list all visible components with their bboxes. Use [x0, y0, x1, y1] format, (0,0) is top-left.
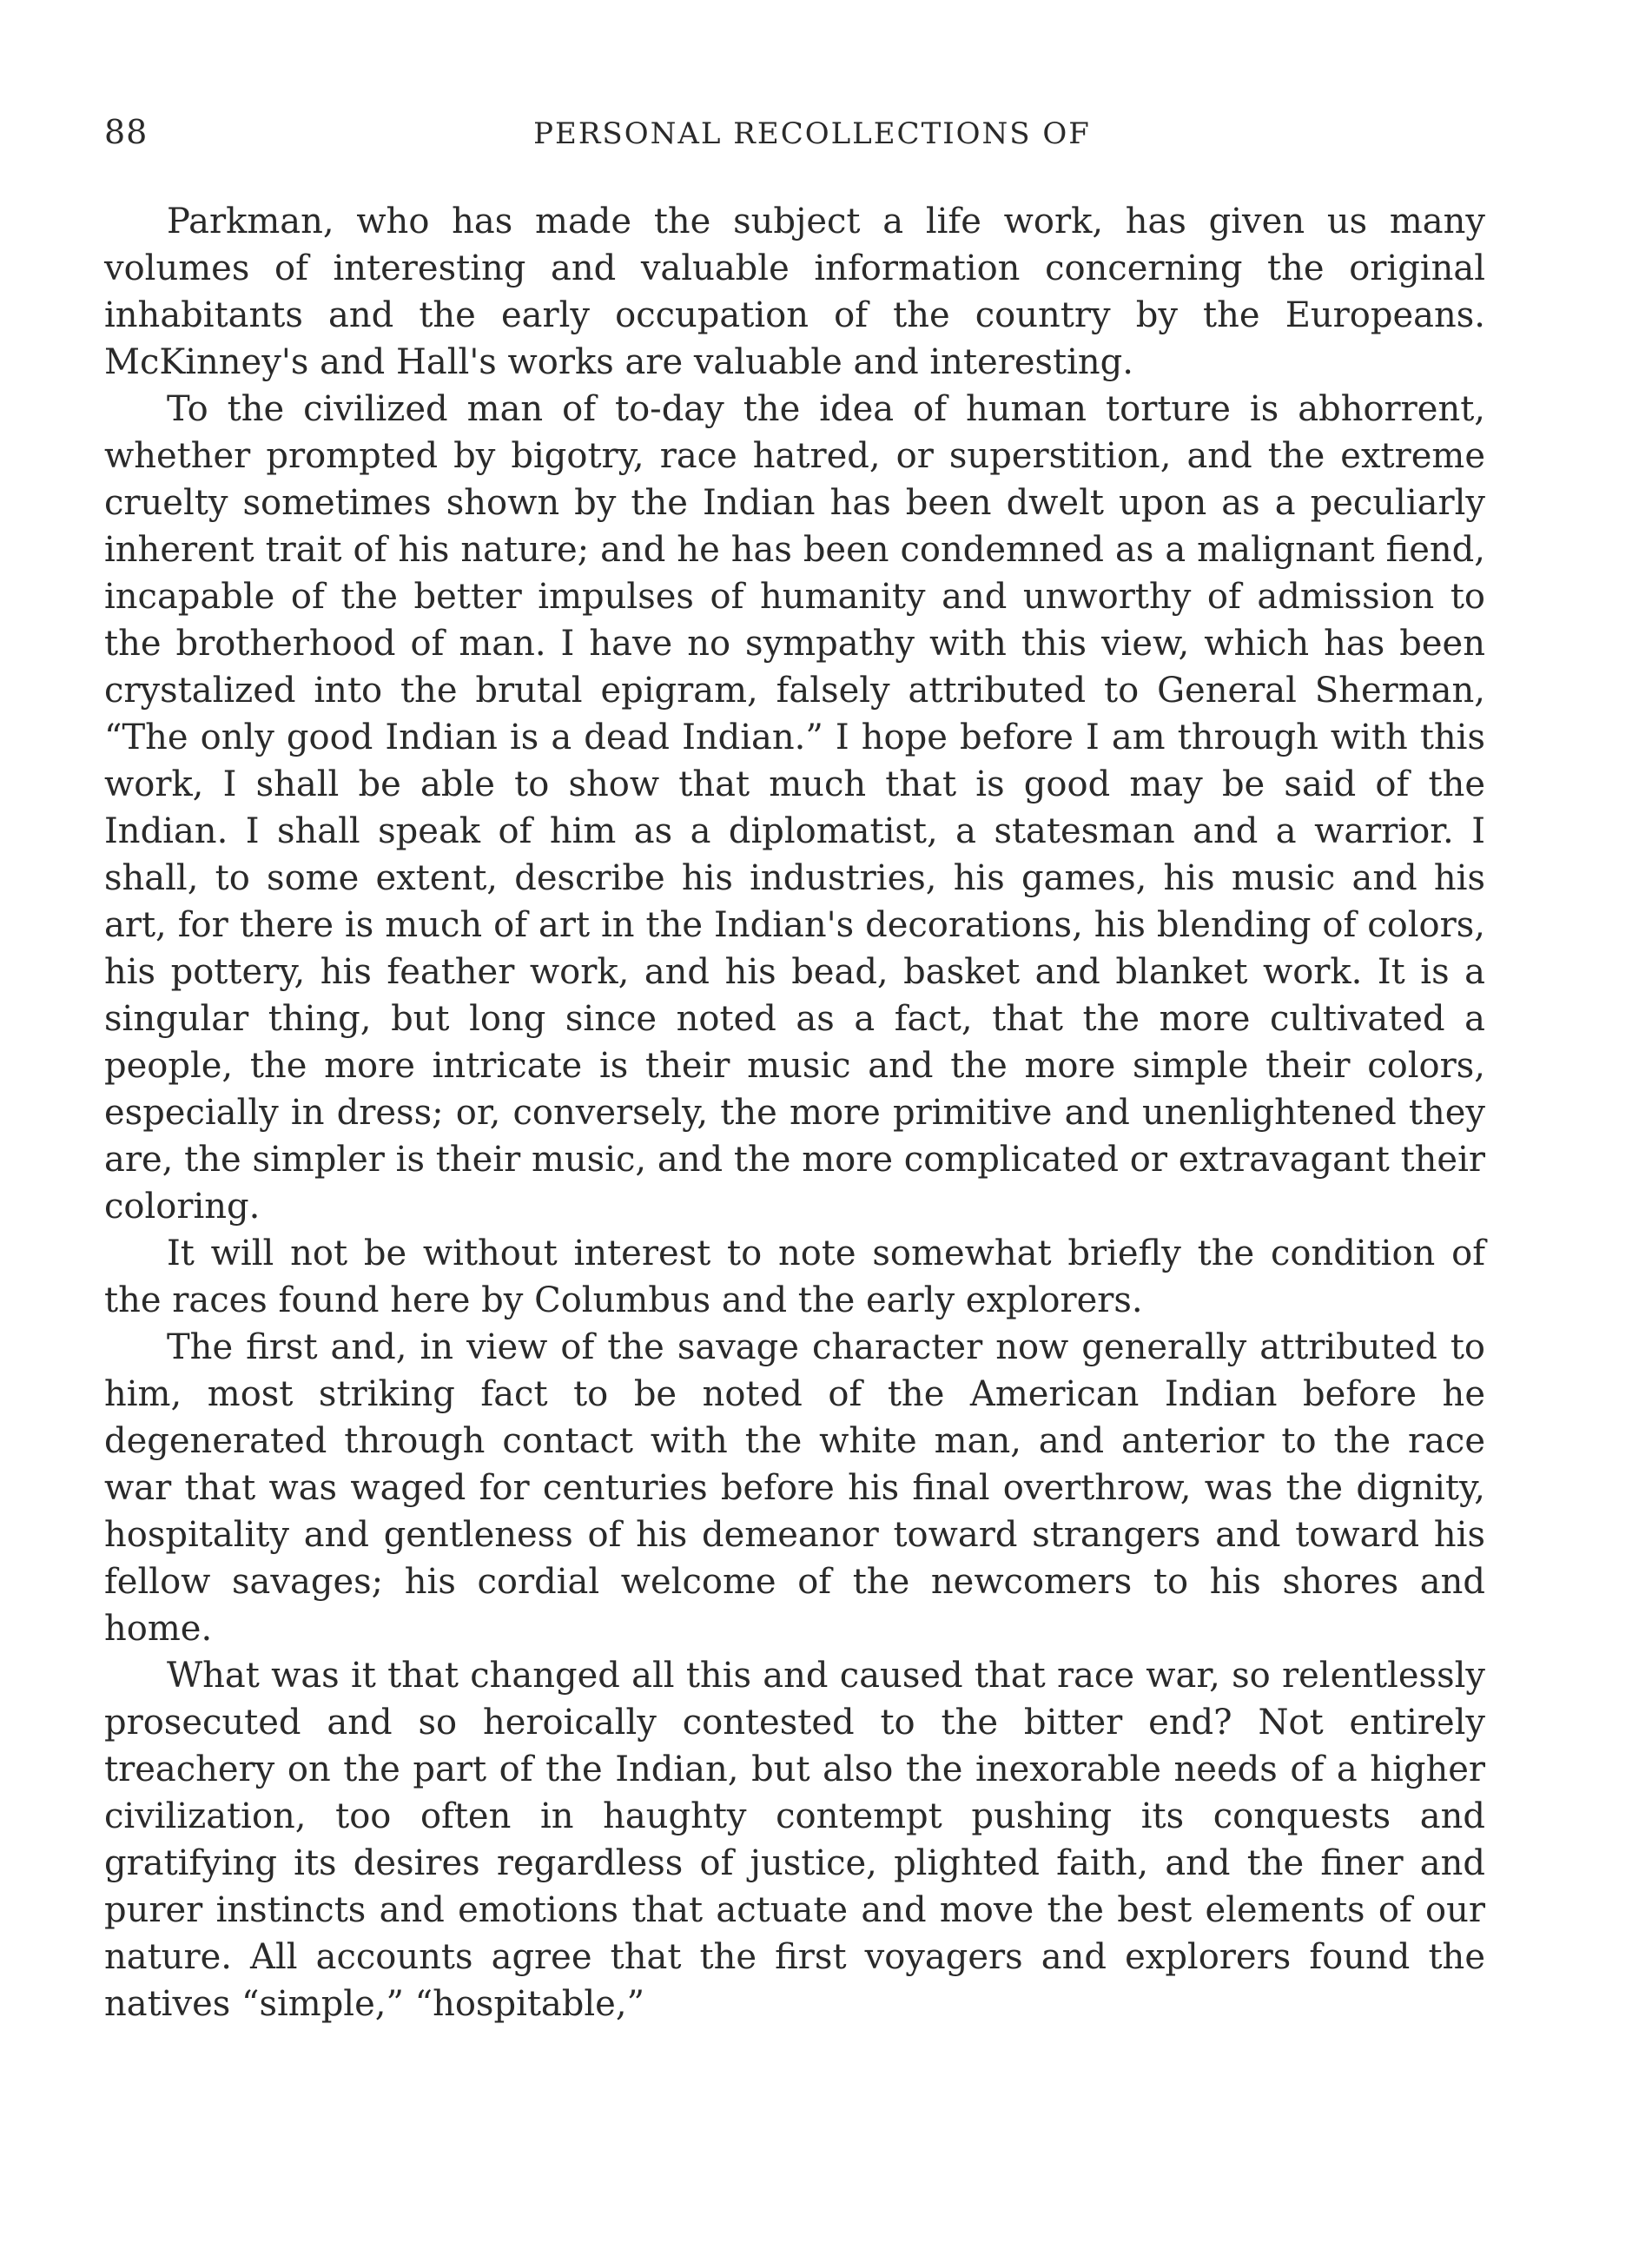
paragraph-parkman: Parkman, who has made the subject a life work, has given us many volumes of interesting and valuable information concerning the original inhabitants and the early occupation of the country by the Europeans. McKinney's and Hall's works are valuable and interesting.: [104, 202, 1485, 382]
paragraph-races: It will not be without interest to note somewhat briefly the condition of the races found here by Columbus and the early explorers.: [104, 1234, 1485, 1320]
paragraph-race-war: What was it that changed all this and caused that race war, so relentlessly prosecuted and so heroically contested to the bitter end? Not entirely treachery on the part of the Indian, but also the inexorable needs of a higher civilization, too often in haughty contempt pushing its conquests and gratifying its desires regardless of justice, plighted faith, and the finer and purer instincts and emotions that actuate and move the best elements of our nature. All accounts agree that the first voyagers and explorers found the natives “simple,” “hospitable,”: [104, 1656, 1485, 2024]
book-page: [104, 113, 1485, 2027]
body-text: [104, 198, 1485, 2027]
running-title: PERSONAL RECOLLECTIONS OF: [533, 116, 1091, 151]
paragraph-first-fact: The first and, in view of the savage character now generally attributed to him, most striking fact to be noted of the American Indian before he degenerated through contact with the white man, and anterior to the race war that was waged for centuries before his final overthrow, was the dignity, hospitality and gentleness of his demeanor toward strangers and toward his fellow savages; his cordial welcome of the newcomers to his shores and home.: [104, 1327, 1485, 1649]
page-number: 88: [104, 113, 149, 151]
running-head: [104, 113, 1485, 165]
paragraph-torture: To the civilized man of to-day the idea of human torture is abhorrent, whether prompted by bigotry, race hatred, or superstition, and the extreme cruelty sometimes shown by the Indian has been dwelt upon as a peculiarly inherent trait of his nature; and he has been condemned as a malignant fiend, incapable of the better impulses of humanity and unworthy of admission to the brotherhood of man. I have no sympathy with this view, which has been crystalized into the brutal epigram, falsely attributed to General Sherman, “The only good Indian is a dead Indian.” I hope before I am through with this work, I shall be able to show that much that is good may be said of the Indian. I shall speak of him as a diplomatist, a statesman and a warrior. I shall, to some extent, describe his industries, his games, his music and his art, for there is much of art in the Indian's decorations, his blending of colors, his pottery, his feather work, and his bead, basket and blanket work. It is a singular thing, but long since noted as a fact, that the more cultivated a people, the more intricate is their music and the more simple their colors, especially in dress; or, conversely, the more primitive and unenlightened they are, the simpler is their music, and the more complicated or extravagant their coloring.: [104, 389, 1485, 1227]
